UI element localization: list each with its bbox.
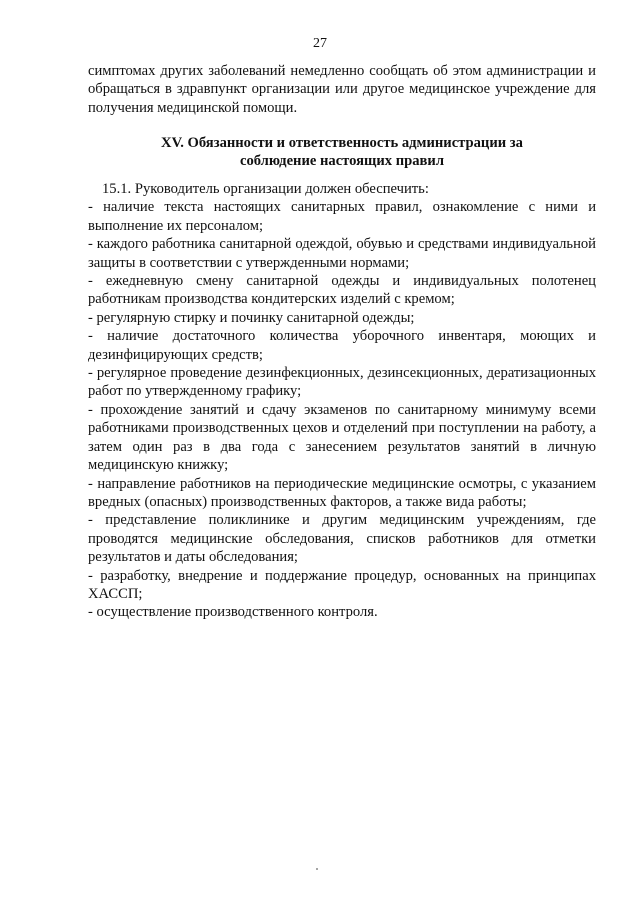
list-item: - прохождение занятий и сдачу экзаменов по санитарному минимуму всеми работниками производственных цехов и отделений при поступлении на работу, а затем один раз в два года с занесением результатов занятий в личную медицинскую книжку; <box>88 401 596 474</box>
scan-speck <box>316 868 318 870</box>
list-item: - ежедневную смену санитарной одежды и индивидуальных полотенец работникам производства кондитерских изделий с кремом; <box>88 273 596 308</box>
list-item: - каждого работника санитарной одеждой, обувью и средствами индивидуальной защиты в соответствии с утвержденными нормами; <box>88 236 596 271</box>
list-item: - осуществление производственного контроля. <box>88 604 378 621</box>
section-heading <box>88 134 596 171</box>
list-item: - регулярную стирку и починку санитарной одежды; <box>88 309 415 326</box>
list-item: - представление поликлинике и другим медицинским учреждениям, где проводятся медицинские обследования, списков работников для отметки результатов и даты обследования; <box>88 512 596 566</box>
section-heading-line-1: XV. Обязанности и ответственность администрации за <box>161 135 523 151</box>
section-heading-line-2: соблюдение настоящих правил <box>239 153 445 170</box>
list-item: - наличие достаточного количества уборочного инвентаря, моющих и дезинфицирующих средств; <box>88 328 596 363</box>
list-item: - наличие текста настоящих санитарных правил, ознакомление с ними и выполнение их персоналом; <box>88 199 596 234</box>
list-item: - разработку, внедрение и поддержание процедур, основанных на принципах ХАССП; <box>88 567 596 602</box>
intro-paragraph: симптомах других заболеваний немедленно сообщать об этом администрации и обращаться в здравпункт организации или другое медицинское учреждение для получения медицинской помощи. <box>88 63 596 116</box>
list-item: - направление работников на периодические медицинские осмотры, с указанием вредных (опасных) производственных факторов, а также вида работы; <box>88 475 596 510</box>
list-item: - регулярное проведение дезинфекционных, дезинсекционных, дератизационных работ по утвержденному графику; <box>88 365 596 400</box>
clause-lead: 15.1. Руководитель организации должен обеспечить: <box>102 181 429 197</box>
section-body <box>88 180 596 622</box>
page-number: 27 <box>313 36 327 51</box>
